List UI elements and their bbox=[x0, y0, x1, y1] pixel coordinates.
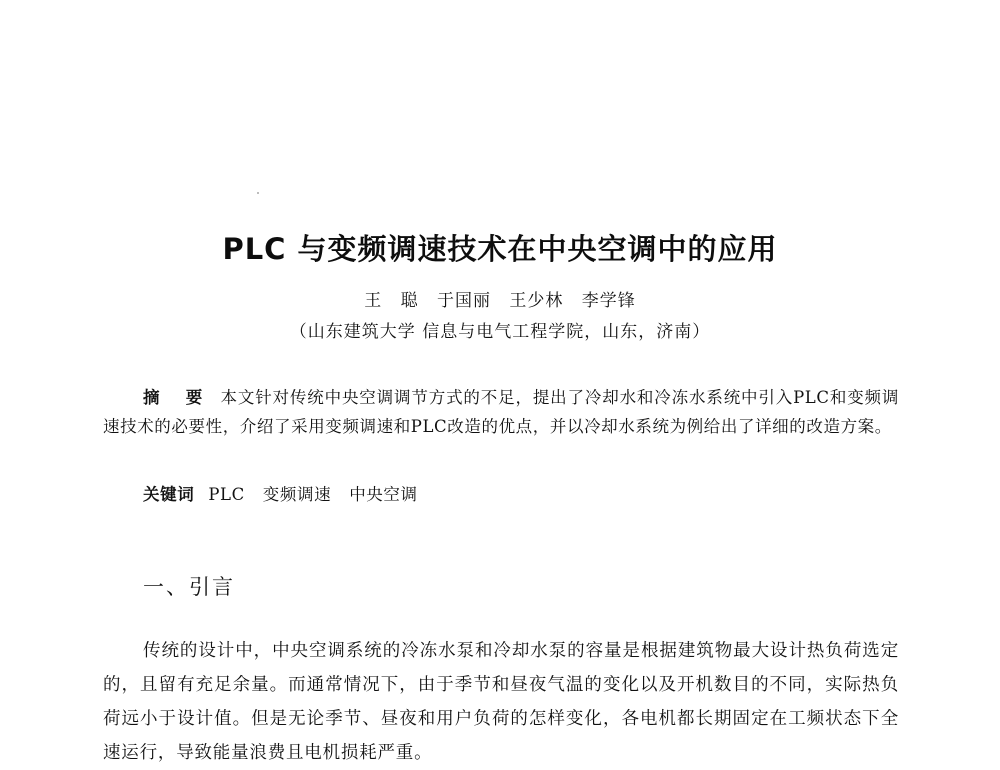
keyword-item: 中央空调 bbox=[349, 485, 418, 504]
author-affiliation: （山东建筑大学 信息与电气工程学院，山东，济南） bbox=[289, 322, 711, 342]
keywords-block bbox=[143, 481, 436, 505]
body-paragraph: 传统的设计中，中央空调系统的冷冻水泵和冷却水泵的容量是根据建筑物最大设计热负荷选定的，且留有充足余量。而通常情况下，由于季节和昼夜气温的变化以及开机数目的不同，实际热负荷远小于设计值。但是无论季节、昼夜和用户负荷的怎样变化，各电机都长期固定在工频状态下全速运行，导致能量浪费且电机损耗严重。 bbox=[103, 641, 899, 763]
scan-speck bbox=[257, 192, 259, 194]
abstract-label: 摘 要 bbox=[143, 388, 213, 407]
abstract-text: 本文针对传统中央空调调节方式的不足，提出了冷却水和冷冻水系统中引入PLC和变频调速技术的必要性，介绍了采用变频调速和PLC改造的优点，并以冷却水系统为例给出了详细的改造方案。 bbox=[103, 388, 899, 436]
paper-title: PLC 与变频调速技术在中央空调中的应用 bbox=[222, 232, 778, 267]
keyword-item: 变频调速 bbox=[262, 485, 332, 504]
author-list: 王 聪 于国丽 王少林 李学锋 bbox=[364, 291, 636, 311]
abstract-block bbox=[103, 383, 899, 441]
keyword-item: PLC bbox=[208, 485, 245, 504]
section-heading: 一、引言 bbox=[143, 575, 235, 599]
keywords-label: 关键词 bbox=[143, 485, 195, 504]
